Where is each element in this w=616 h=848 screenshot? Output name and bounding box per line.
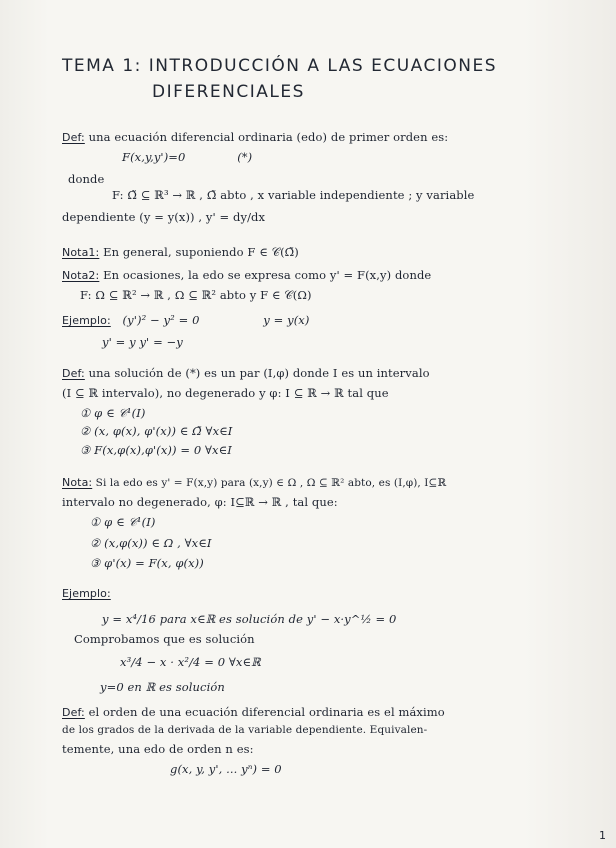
def1-line2: F: Ω̃ ⊆ ℝ³ → ℝ , Ω̃ abto , x variable independiente ; y variable (112, 188, 475, 202)
ejemplo1-line2: y' = y y' = −y (102, 335, 183, 349)
bleed-through-text (455, 50, 610, 670)
def1-donde: donde (68, 172, 105, 186)
def2-text: una solución de (*) es un par (I,φ) donde I es un intervalo (88, 366, 430, 380)
ejemplo1-sol: y = y(x) (263, 313, 310, 327)
ejemplo1-label: Ejemplo: (62, 314, 111, 327)
def3-line2: de los grados de la derivada de la variable dependiente. Equivalen- (62, 724, 428, 736)
ejemplo2-line3: x³/4 − x · x²/4 = 0 ∀x∈ℝ (120, 655, 261, 669)
def2-line2: (I ⊆ ℝ intervalo), no degenerado y φ: I ⊆ ℝ → ℝ tal que (62, 386, 389, 400)
def3-line (62, 705, 445, 719)
def1-text: una ecuación diferencial ordinaria (edo) de primer orden es: (88, 130, 449, 144)
def1-line (62, 130, 448, 144)
nota3-line (62, 476, 446, 489)
def2-line (62, 366, 430, 380)
page-number: 1 (599, 829, 606, 842)
ejemplo2-label: Ejemplo: (62, 587, 111, 600)
def2-cond1: ① φ ∈ 𝒞¹(I) (80, 406, 146, 420)
nota3-cond1: ① φ ∈ 𝒞¹(I) (90, 515, 156, 529)
def1-equation-row (122, 150, 252, 164)
ejemplo2-line2: Comprobamos que es solución (74, 632, 255, 646)
def1-tag: (*) (237, 150, 253, 164)
nota1-label: Nota1: (62, 246, 100, 259)
nota2-text: En ocasiones, la edo se expresa como y' = F(x,y) donde (103, 268, 432, 282)
def2-cond3: ③ F(x,φ(x),φ'(x)) = 0 ∀x∈I (80, 443, 232, 457)
def2-cond2: ② (x, φ(x), φ'(x)) ∈ Ω̃ ∀x∈I (80, 424, 233, 438)
title-line-2: DIFERENCIALES (152, 82, 305, 102)
title-line-1: TEMA 1: INTRODUCCIÓN A LAS ECUACIONES (62, 56, 497, 76)
def1-label: Def: (62, 131, 85, 144)
nota3-text: Si la edo es y' = F(x,y) para (x,y) ∈ Ω , Ω ⊆ ℝ² abto, es (I,φ), I⊆ℝ (95, 477, 447, 489)
def1-line3: dependiente (y = y(x)) , y' = dy/dx (62, 210, 266, 224)
ejemplo1-eq: (y')² − y² = 0 (122, 313, 200, 327)
def1-equation: F(x,y,y')=0 (122, 150, 186, 164)
def2-label: Def: (62, 367, 85, 380)
nota2-line2: F: Ω ⊆ ℝ² → ℝ , Ω ⊆ ℝ² abto y F ∈ 𝒞(Ω) (80, 288, 312, 302)
nota1-text: En general, suponiendo F ∈ 𝒞(Ω̃) (103, 245, 299, 259)
ejemplo2-line4: y=0 en ℝ es solución (100, 680, 225, 694)
nota3-line2: intervalo no degenerado, φ: I⊆ℝ → ℝ , tal que: (62, 495, 338, 509)
nota2-line (62, 268, 431, 282)
def3-line3: temente, una edo de orden n es: (62, 742, 254, 756)
nota3-label: Nota: (62, 476, 93, 489)
nota3-cond3: ③ φ'(x) = F(x, φ(x)) (90, 556, 204, 570)
def3-equation: g(x, y, y', ... yⁿ) = 0 (170, 762, 282, 776)
ejemplo2-line1: y = x⁴/16 para x∈ℝ es solución de y' − x·y^½ = 0 (102, 612, 397, 626)
def3-label: Def: (62, 706, 85, 719)
ejemplo1-line (62, 313, 309, 327)
ejemplo2-heading (62, 586, 111, 600)
nota2-label: Nota2: (62, 269, 100, 282)
nota3-cond2: ② (x,φ(x)) ∈ Ω , ∀x∈I (90, 536, 212, 550)
def3-text: el orden de una ecuación diferencial ordinaria es el máximo (88, 705, 445, 719)
nota1-line (62, 245, 299, 260)
